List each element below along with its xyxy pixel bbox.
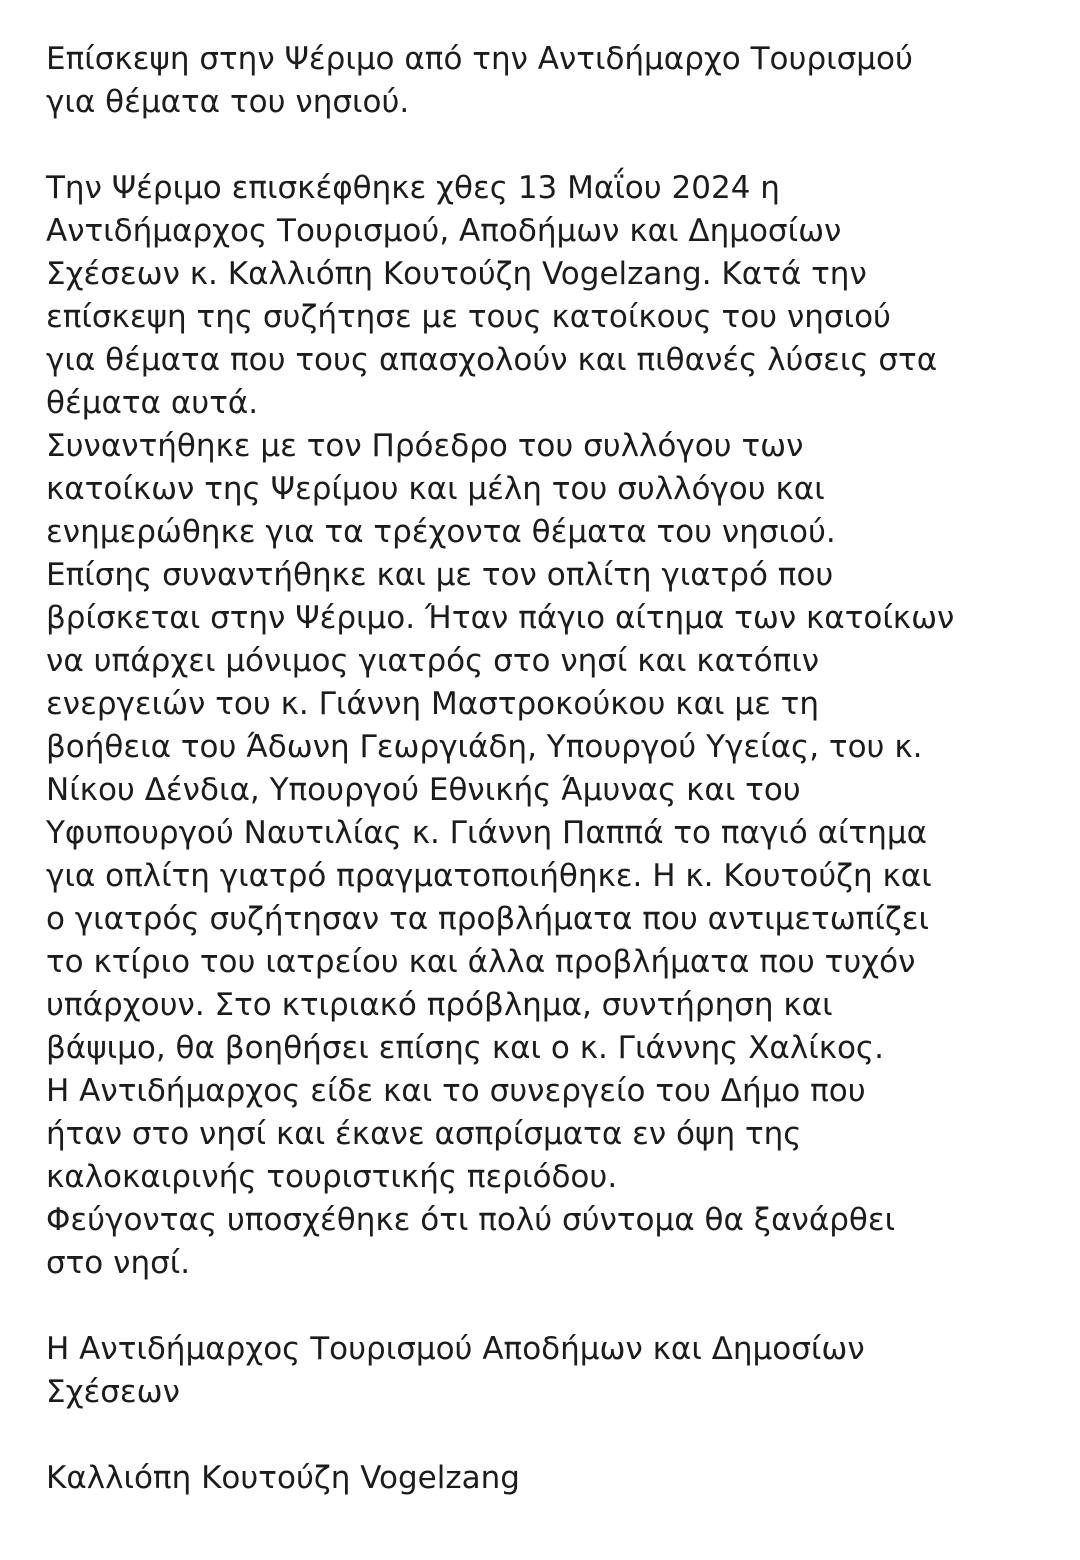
paragraph-visit: Την Ψέριμο επισκέφθηκε χθες 13 Μαΐου 2024 η Αντιδήμαρχος Τουρισμού, Αποδήμων και Δημοσίων Σχέσεων κ. Καλλιόπη Κουτούζη Vogelzang. Κατά την επίσκεψη της συζήτησε με τους κατοίκους του νησιού για θέματα που τους απασχολούν και πιθανές λύσεις στα θέματα αυτά. [46,170,938,421]
paragraph-departure: Φεύγοντας υποσχέθηκε ότι πολύ σύντομα θα ξανάρθει στο νησί. [46,1202,896,1281]
document-title: Επίσκεψη στην Ψέριμο από την Αντιδήμαρχο Τουρισμού για θέματα του νησιού. [46,41,913,120]
signature-name: Καλλιόπη Κουτούζη Vogelzang [46,1460,520,1496]
spacer [46,1285,1056,1328]
paragraph-crew: Η Αντιδήμαρχος είδε και το συνεργείο του Δήμο που ήταν στο νησί και έκανε ασπρίσματα εν όψη της καλοκαιρινής τουριστικής περιόδου. [46,1073,866,1195]
paragraph-association: Συναντήθηκε με τον Πρόεδρο του συλλόγου των κατοίκων της Ψερίμου και μέλη του συλλόγου και ενημερώθηκε για τα τρέχοντα θέματα του νησιού. [46,428,836,550]
signature-role: Η Αντιδήμαρχος Τουρισμού Αποδήμων και Δημοσίων Σχέσεων [46,1331,865,1410]
spacer [46,124,1056,167]
paragraph-doctor: Επίσης συναντήθηκε και με τον οπλίτη γιατρό που βρίσκεται στην Ψέριμο. Ήταν πάγιο αίτημα των κατοίκων να υπάρχει μόνιμος γιατρός στο νησί και κατόπιν ενεργειών του κ. Γιάννη Μαστροκούκου και με τη βοήθεια του Άδωνη Γεωργιάδη, Υπουργού Υγείας, του κ. Νίκου Δένδια, Υπουργού Εθνικής Άμυνας και του Υφυπουργού Ναυτιλίας κ. Γιάννη Παππά το παγιό αίτημα για οπλίτη γιατρό πραγματοποιήθηκε. Η κ. Κουτούζη και ο γιατρός συζήτησαν τα προβλήματα που αντιμετωπίζει το κτίριο του ιατρείου και άλλα προβλήματα που τυχόν υπάρχουν. Στο κτιριακό πρόβλημα, συντήρηση και βάψιμο, θα βοηθήσει επίσης και ο κ. Γιάννης Χαλίκος. [46,557,955,1066]
document-body [46,38,1056,1500]
spacer [46,1414,1056,1457]
